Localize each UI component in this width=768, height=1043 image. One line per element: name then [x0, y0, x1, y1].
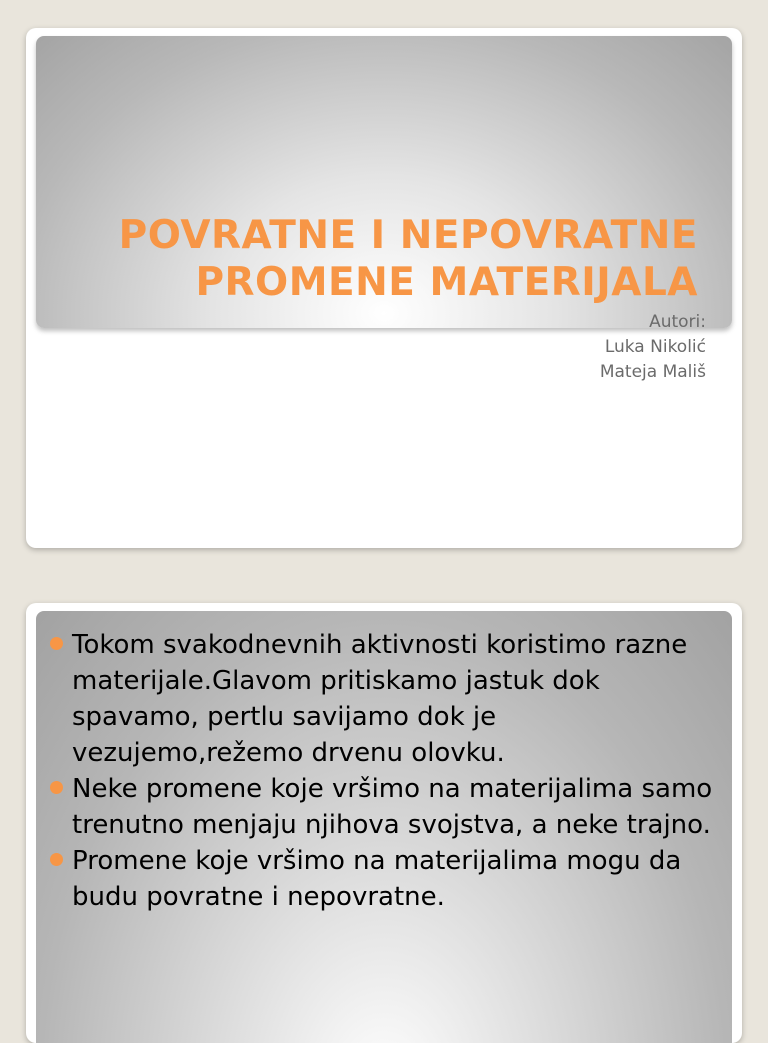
title-line-1: POVRATNE I NEPOVRATNE	[118, 213, 698, 258]
bullet-text: Promene koje vršimo na materijalima mogu da budu povratne i nepovratne.	[72, 846, 682, 912]
bullet-item	[48, 771, 728, 843]
bullet-text: Neke promene koje vršimo na materijalima samo trenutno menjaju njihova svojstva, a neke trajno.	[72, 774, 713, 840]
slide-title	[119, 212, 698, 306]
bullet-dot-icon	[50, 853, 63, 866]
bullet-item	[48, 627, 728, 771]
bullet-text: Tokom svakodnevnih aktivnosti koristimo razne materijale.Glavom pritiskamo jastuk dok spavamo, pertlu savijamo dok je vezujemo,režemo drvenu olovku.	[72, 630, 688, 768]
content-slide	[26, 603, 742, 1043]
content-panel	[36, 611, 732, 1043]
bullet-dot-icon	[50, 781, 63, 794]
title-panel	[36, 36, 732, 328]
author-name: Luka Nikolić	[604, 337, 706, 357]
authors-block	[600, 310, 706, 385]
title-line-2: PROMENE MATERIJALA	[195, 260, 698, 305]
bullet-item	[48, 843, 728, 915]
bullet-dot-icon	[50, 637, 63, 650]
bullet-list	[48, 627, 728, 915]
author-name: Mateja Mališ	[599, 362, 706, 382]
authors-label: Autori:	[649, 312, 706, 332]
title-slide	[26, 28, 742, 548]
